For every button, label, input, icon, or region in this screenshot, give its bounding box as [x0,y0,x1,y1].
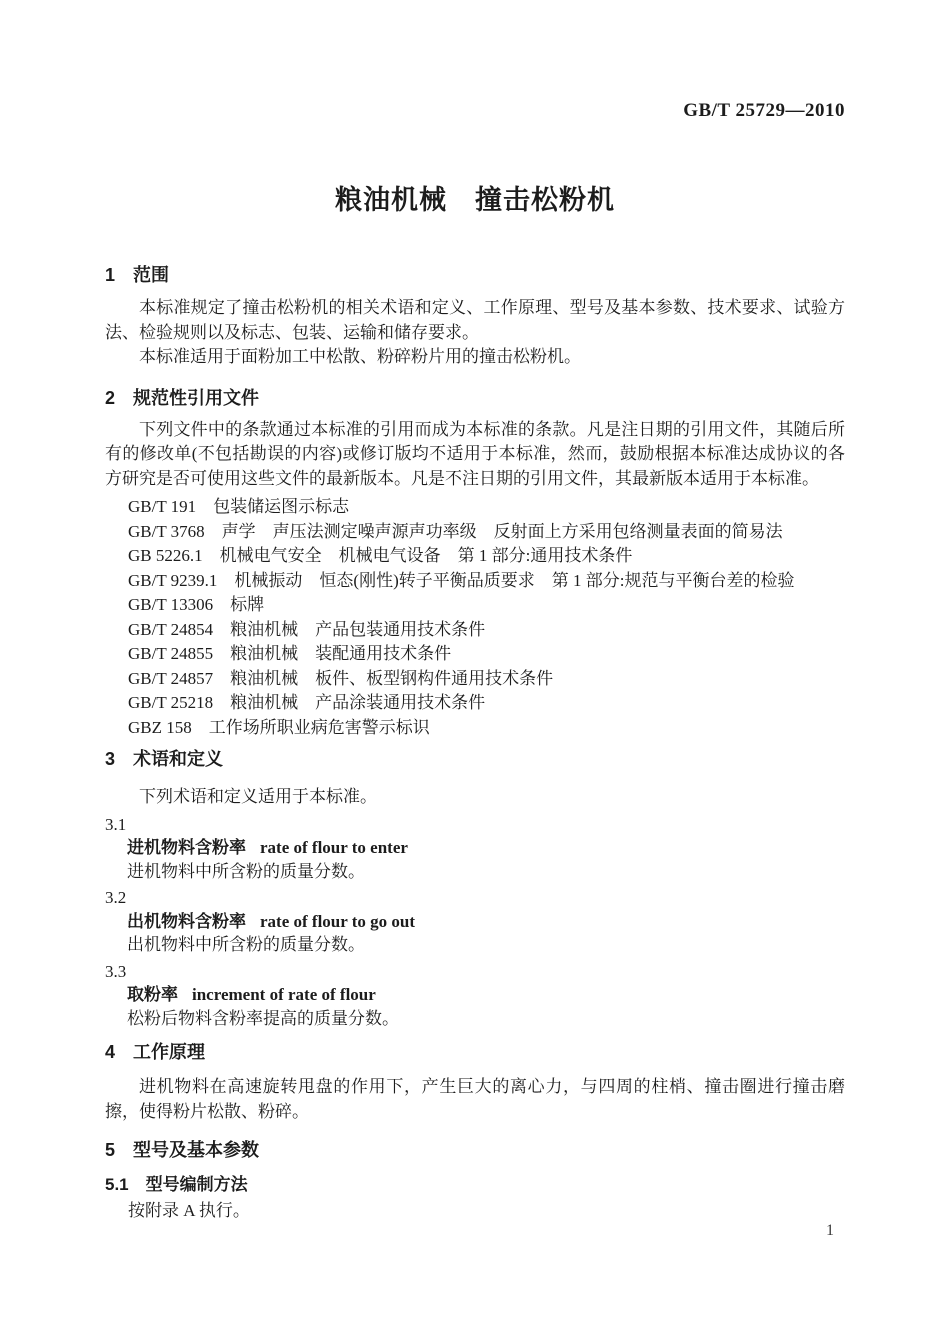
section-3-intro [105,785,845,810]
term-name-cn: 进机物料含粉率 [127,838,246,857]
reference-item: GB/T 13306 标牌 [128,595,265,614]
term-name [105,836,845,860]
standard-code: GB/T 25729—2010 [683,100,845,121]
section-2-heading: 2 规范性引用文件 [105,387,260,408]
section-4-body [105,1075,845,1124]
reference-item: GBZ 158 工作场所职业病危害警示标识 [128,717,430,737]
document-title: 粮油机械 撞击松粉机 [335,185,615,215]
paragraph: 下列文件中的条款通过本标准的引用而成为本标准的条款。凡是注日期的引用文件，其随后所有的修改单(不包括勘误的内容)或修订版均不适用于本标准，然而，鼓励根据本标准达成协议的各方研究是否可使用这些文件的最新版本。凡是不注日期的引用文件，其最新版本适用于本标准。 [105,419,845,488]
term-name [105,910,845,934]
term-name-en: rate of flour to go out [260,911,416,931]
page-number: 1 [826,1222,834,1239]
reference-item: GB/T 3768 声学 声压法测定噪声源声功率级 反射面上方采用包络测量表面的简易法 [128,521,783,541]
term-definition: 进机物料中所含粉的质量分数。 [127,861,365,881]
reference-item: GB/T 24855 粮油机械 装配通用技术条件 [128,644,452,663]
term-definition: 松粉后物料含粉率提高的质量分数。 [127,1008,399,1028]
term-number: 3.3 [105,961,127,981]
paragraph: 下列术语和定义适用于本标准。 [139,787,377,806]
term-number: 3.2 [105,888,127,907]
term-name-en: rate of flour to enter [260,838,408,857]
term-definition: 出机物料中所含粉的质量分数。 [127,935,365,954]
term-name [105,983,845,1007]
term-name-en: increment of rate of flour [192,985,376,1004]
term-number: 3.1 [105,814,127,834]
terms-list [105,813,845,1031]
section-2-intro [105,418,845,492]
section-1-heading: 1 范围 [105,265,170,285]
reference-item: GB 5226.1 机械电气安全 机械电气设备 第 1 部分:通用技术条件 [128,546,633,565]
section-5-1-heading: 5.1 型号编制方法 [105,1175,248,1194]
section-1-body [105,296,845,370]
term-name-cn: 取粉率 [127,985,178,1004]
normative-references-list [105,495,845,740]
reference-item: GB/T 191 包装储运图示标志 [128,497,350,516]
reference-item: GB/T 24854 粮油机械 产品包装通用技术条件 [128,619,486,639]
section-5-heading: 5 型号及基本参数 [105,1140,260,1160]
paragraph: 本标准适用于面粉加工中松散、粉碎粉片用的撞击松粉机。 [139,347,581,366]
paragraph: 进机物料在高速旋转甩盘的作用下，产生巨大的离心力，与四周的柱梢、撞击圈进行撞击磨擦，使得粉片松散、粉碎。 [105,1077,845,1121]
term-name-cn: 出机物料含粉率 [127,911,246,931]
term-entry [105,886,845,957]
section-3-heading: 3 术语和定义 [105,749,224,769]
reference-item: GB/T 25218 粮油机械 产品涂装通用技术条件 [128,693,486,712]
section-5-1-body [105,1199,845,1224]
section-4-heading: 4 工作原理 [105,1042,206,1062]
paragraph: 本标准规定了撞击松粉机的相关术语和定义、工作原理、型号及基本参数、技术要求、试验方法、检验规则以及标志、包装、运输和储存要求。 [105,298,845,342]
term-entry [105,960,845,1031]
paragraph: 按附录 A 执行。 [128,1201,250,1220]
term-entry [105,813,845,884]
reference-item: GB/T 9239.1 机械振动 恒态(刚性)转子平衡品质要求 第 1 部分:规范与平衡台差的检验 [128,570,795,590]
reference-item: GB/T 24857 粮油机械 板件、板型钢构件通用技术条件 [128,668,554,688]
